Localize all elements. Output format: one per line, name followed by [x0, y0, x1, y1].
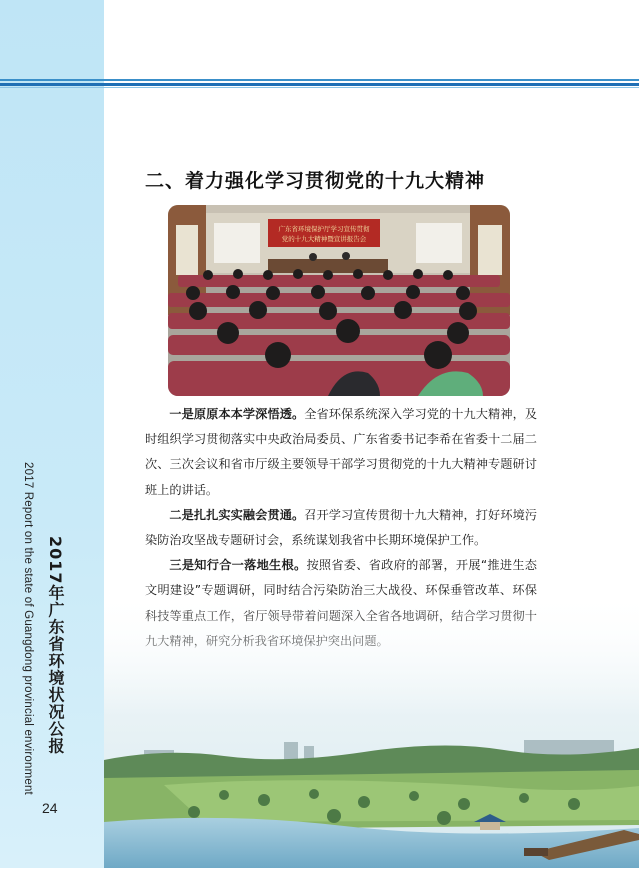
- report-title-english: 2017 Report on the state of Guangdong provincial environment: [22, 462, 34, 795]
- paragraph-2-text: 召开学习宣传贯彻十九大精神，打好环境污染防治攻坚战专题研讨会，系统谋划我省中长期环境保护工作。: [145, 507, 538, 548]
- landscape-image: [104, 590, 639, 868]
- sidebar-band: [0, 0, 104, 868]
- paragraph-3-lead: 三是知行合一落地生根。: [169, 558, 307, 573]
- report-title-chinese: 2017年广东省环境状况公报: [46, 536, 65, 755]
- header-divider: [0, 79, 639, 90]
- paragraph-1: [145, 402, 537, 503]
- banner-text-line2: 党的十九大精神暨宣讲报告会: [281, 235, 367, 243]
- banner-text-line1: 广东省环境保护厅学习宣传贯彻: [278, 225, 370, 233]
- paragraph-1-lead: 一是原原本本学深悟透。: [169, 407, 305, 421]
- paragraph-1-text: 全省环保系统深入学习党的十九大精神，及时组织学习贯彻落实中央政治局委员、广东省委书记李希在省委十二届二次、三次会议和省市厅级主要领导干部学习贯彻党的十九大精神专题研讨班上的讲话。: [145, 407, 538, 497]
- page-number: 24: [42, 800, 58, 816]
- paragraph-2: [145, 503, 537, 553]
- paragraph-3-text: 按照省委、省政府的部署，开展“推进生态: [306, 558, 537, 573]
- section-heading: 二、着力强化学习贯彻党的十九大精神: [145, 170, 486, 192]
- meeting-photo: [168, 205, 510, 396]
- paragraph-2-lead: 二是扎扎实实融会贯通。: [169, 507, 305, 522]
